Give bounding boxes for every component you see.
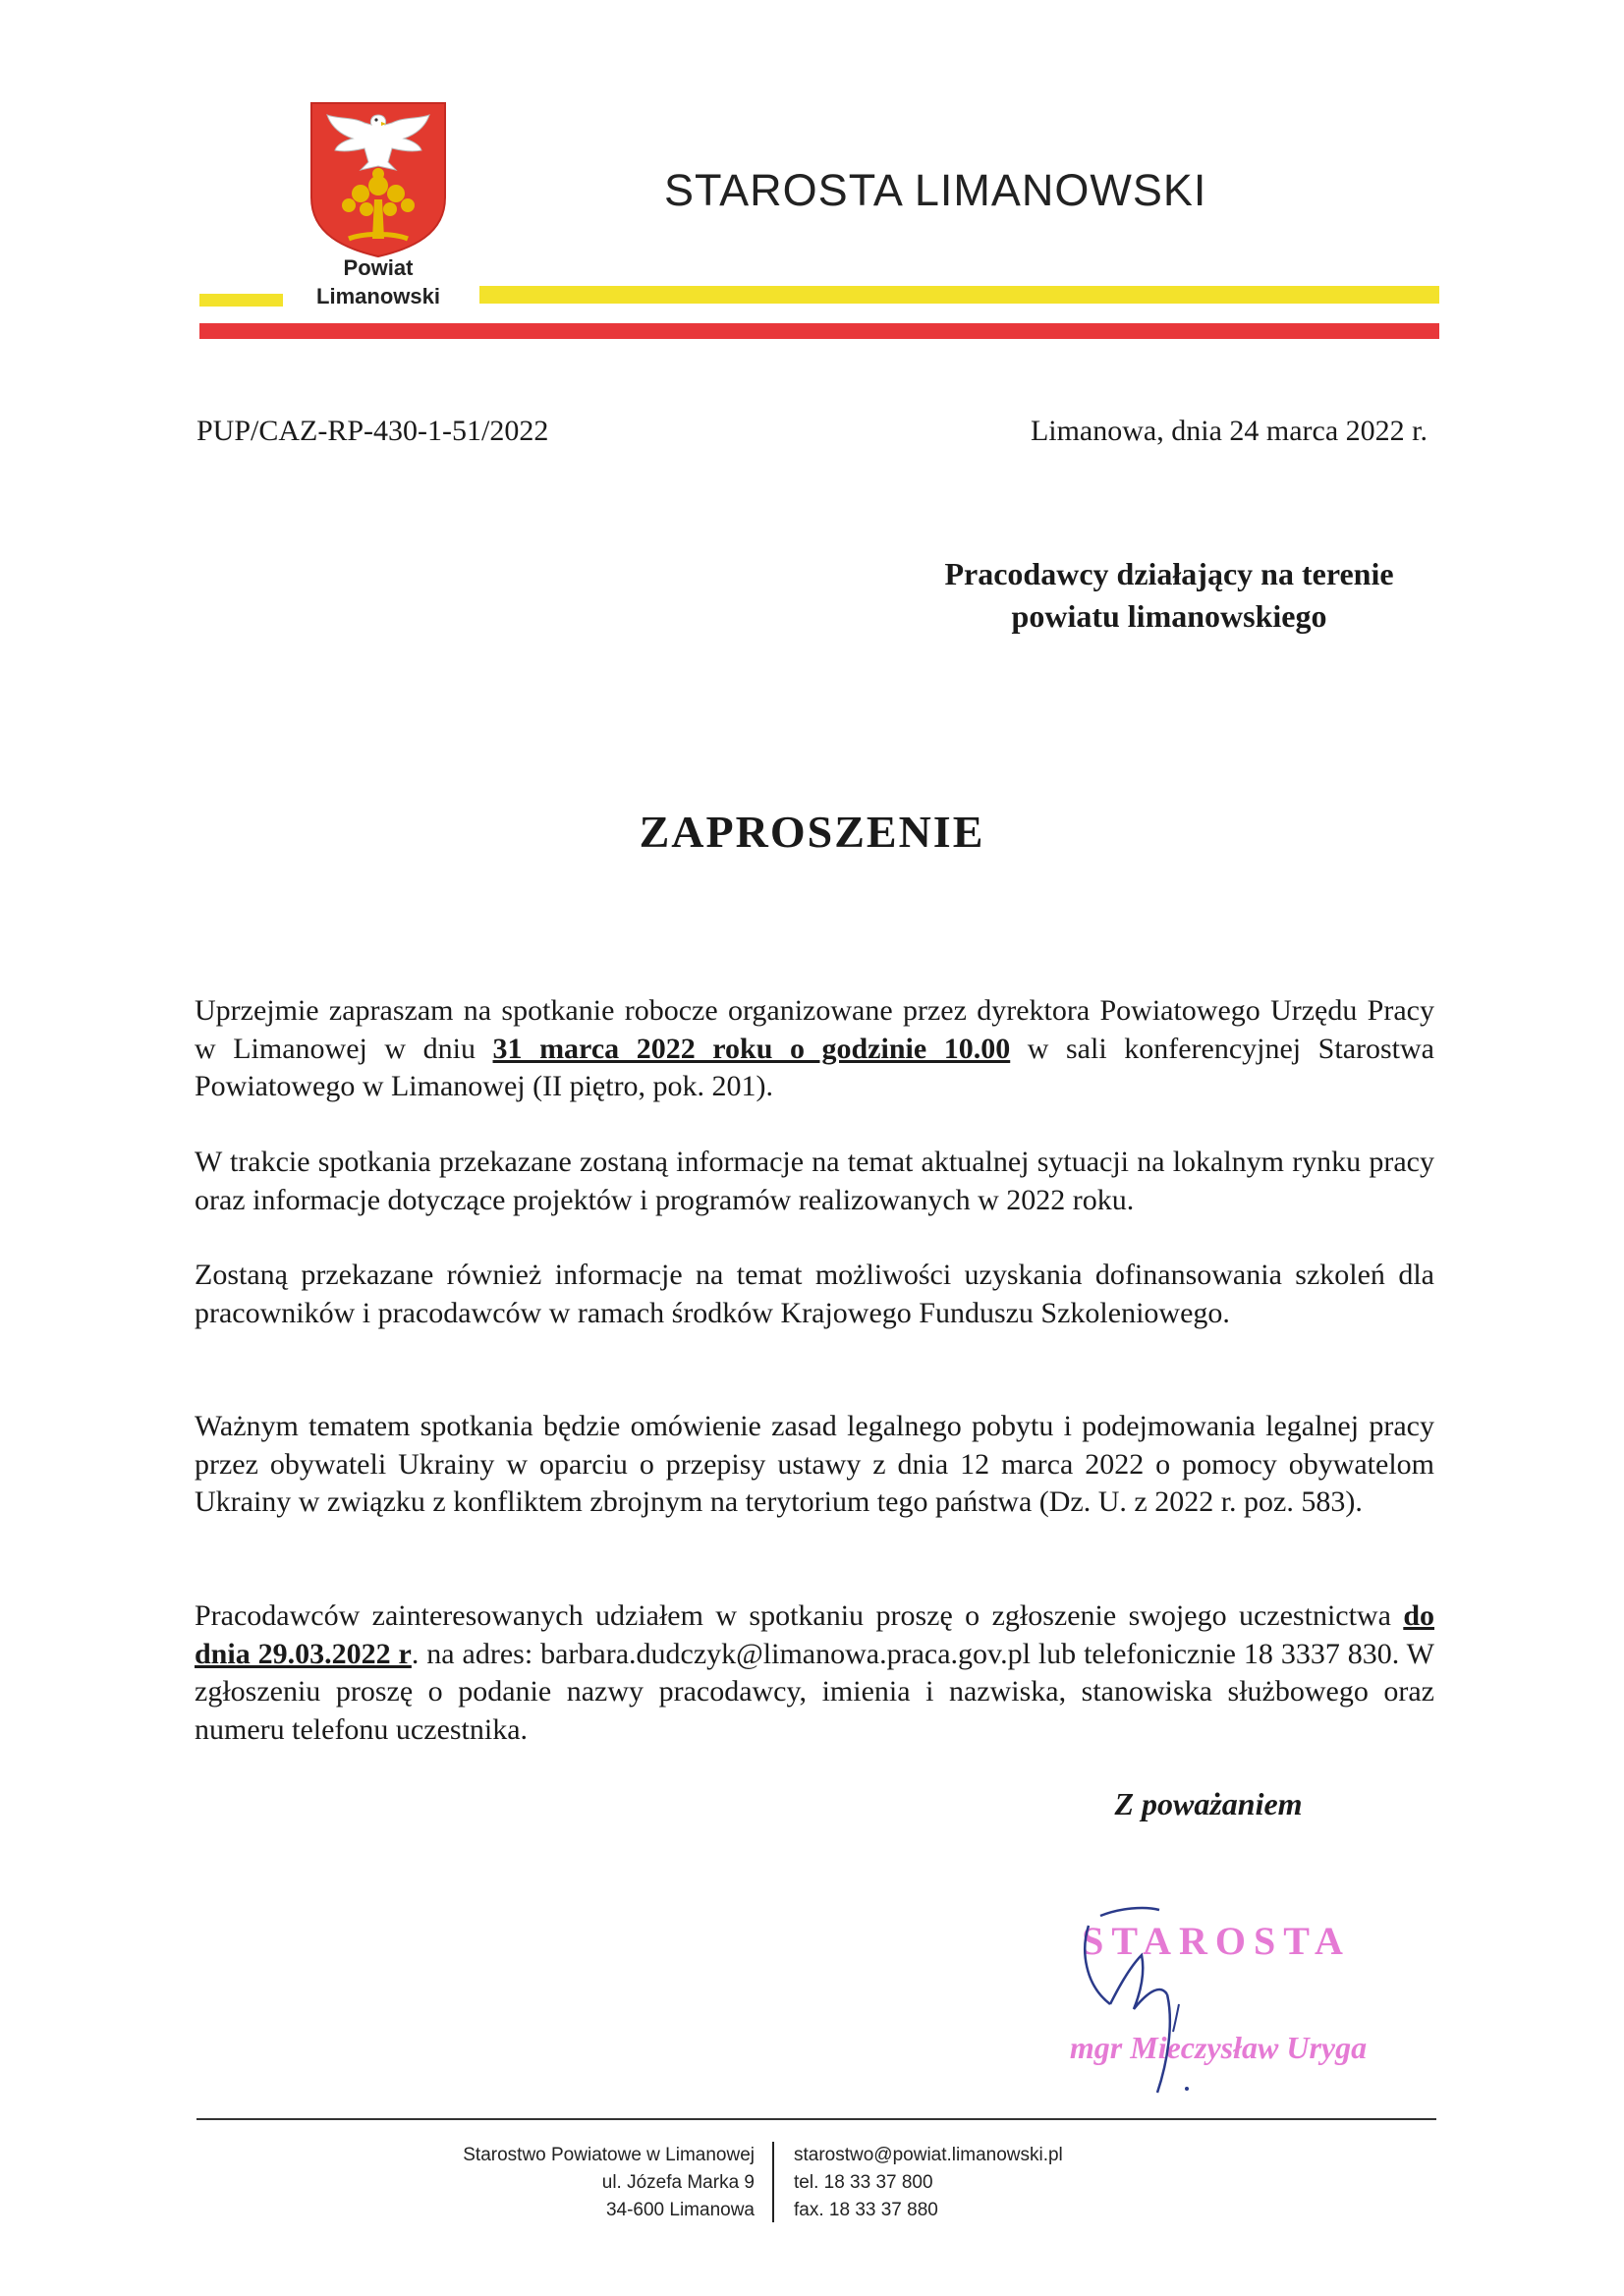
stamp-title: STAROSTA xyxy=(1082,1919,1351,1963)
footer-office: Starostwo Powiatowe w Limanowej xyxy=(463,2145,755,2165)
addressee-line: Pracodawcy działający na terenie xyxy=(944,556,1394,591)
paragraph-text: Uprzejmie zapraszam na spotkanie robocze organizowane przez dyrektora Powiatowego Urzędu Pracy w Limanowej w dniu xyxy=(195,994,1434,1065)
crest-caption xyxy=(295,253,462,310)
footer-divider-line xyxy=(196,2118,1436,2120)
footer-contact xyxy=(794,2142,1187,2224)
handwritten-signature-icon xyxy=(1051,1896,1258,2112)
yellow-stripe-right xyxy=(479,286,1439,304)
footer-city: 34-600 Limanowa xyxy=(605,2200,755,2220)
county-crest-icon xyxy=(309,101,447,258)
crest-caption-line: Limanowski xyxy=(316,284,440,308)
place-date: Limanowa, dnia 24 marca 2022 r. xyxy=(1030,415,1428,447)
paragraph-meeting-invitation xyxy=(195,992,1434,1106)
meeting-date-highlight: 31 marca 2022 roku o godzinie 10.00 xyxy=(492,1032,1011,1065)
footer-fax: fax. 18 33 37 880 xyxy=(794,2200,938,2220)
footer-phone: tel. 18 33 37 800 xyxy=(794,2172,933,2193)
paragraph-text: . na adres: barbara.dudczyk@limanowa.praca.gov.pl lub telefonicznie 18 3337 830. W zgłoszeniu proszę o podanie nazwy pracodawcy, imienia i nazwiska, stanowiska służbowego oraz numeru telefonu uczestnika. xyxy=(195,1637,1434,1746)
paragraph-ukraine-employment: Ważnym tematem spotkania będzie omówienie zasad legalnego pobytu i podejmowania legalnej pracy przez obywateli Ukrainy w oparciu o przepisy ustawy z dnia 12 marca 2022 o pomocy obywatelom Ukrainy w związku z konfliktem zbrojnym na terytorium tego państwa (Dz. U. z 2022 r. poz. 583). xyxy=(195,1410,1434,1518)
footer-email: starostwo@powiat.limanowski.pl xyxy=(794,2145,1063,2165)
reference-number: PUP/CAZ-RP-430-1-51/2022 xyxy=(196,415,549,447)
deadline-highlight: do dnia 29.03.2022 r xyxy=(195,1599,1434,1670)
paragraph-registration xyxy=(195,1597,1434,1749)
closing-salutation: Z poważaniem xyxy=(1114,1786,1303,1821)
paragraph-training-funding: Zostaną przekazane również informacje na temat możliwości uzyskania dofinansowania szkoleń dla pracowników i pracodawców w ramach środków Krajowego Funduszu Szkoleniowego. xyxy=(195,1259,1434,1329)
stamp-name: mgr Mieczysław Uryga xyxy=(1069,2030,1368,2065)
addressee xyxy=(865,553,1474,638)
footer-address xyxy=(393,2142,755,2224)
paragraph-text: Pracodawców zainteresowanych udziałem w spotkaniu proszę o zgłoszenie swojego uczestnictwa xyxy=(195,1599,1404,1632)
letterhead-title: STAROSTA LIMANOWSKI xyxy=(664,165,1207,215)
document-title: ZAPROSZENIE xyxy=(639,807,985,857)
footer-vertical-divider xyxy=(772,2142,774,2222)
addressee-line: powiatu limanowskiego xyxy=(1011,598,1327,634)
red-stripe xyxy=(199,323,1439,339)
paragraph-text: w sali konferencyjnej Starostwa Powiatowego w Limanowej (II piętro, pok. 201). xyxy=(195,1032,1434,1102)
yellow-stripe-left xyxy=(199,294,283,307)
footer-street: ul. Józefa Marka 9 xyxy=(601,2172,755,2193)
paragraph-labour-market: W trakcie spotkania przekazane zostaną informacje na temat aktualnej sytuacji na lokalnym rynku pracy oraz informacje dotyczące projektów i programów realizowanych w 2022 roku. xyxy=(195,1146,1434,1216)
crest-caption-line: Powiat xyxy=(343,255,414,280)
